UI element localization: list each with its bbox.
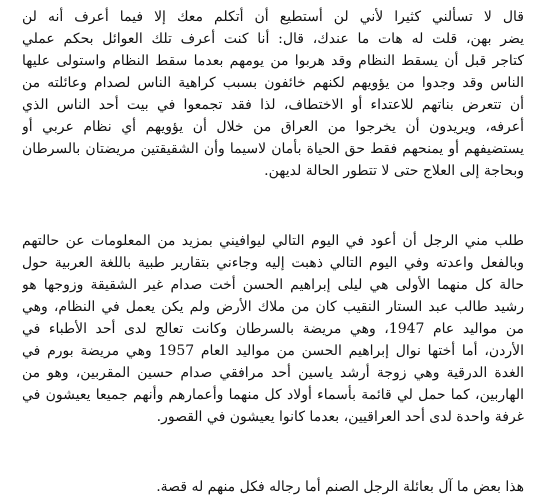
paragraph-line: يضر بهن، قلت له هات ما عندك، قال: أنا كنت أعرف تلك العوائل بحكم عملي [22, 31, 524, 47]
paragraph-line: وبحاجة إلى العلاج حتى لا تتطور الحالة لديهن. [264, 163, 524, 179]
paragraph-line: كتاجر قبل أن يسقط النظام وقد هربوا من يومهم بعدما سقط النظام واستولى عليها [22, 53, 524, 69]
paragraph-3 [22, 476, 524, 498]
paragraph-line: حالة كل منهما الأولى هي ليلى إبراهيم الحسن أخت صدام غير الشقيقة وزوجها هو [22, 277, 524, 293]
paragraph-line: رشيد طالب عبد الستار النقيب كان من ملاك الأرض ولم يكن يعمل في النظام، وهي [22, 299, 524, 315]
paragraph-line: طلب مني الرجل أن أعود في اليوم التالي ليوافيني بمزيد من المعلومات عن حالتهم [22, 233, 524, 249]
paragraph-line: أن تتعرض بناتهم للاعتداء أو الاختطاف، لذا فقد تجمعوا في بيت أحد الناس الذي [22, 97, 524, 113]
paragraph-line: الأردن، أما أختها نوال إبراهيم الحسن من مواليد العام 1957 وهي مريضة بورم في [22, 343, 524, 359]
paragraph-1 [22, 6, 524, 182]
paragraph-line: الغدة الدرقية وهي زوجة أرشد ياسين أحد مرافقي صدام حسين المقربين، وهو من [22, 365, 524, 381]
paragraph-2 [22, 230, 524, 428]
paragraph-line: من مواليد عام 1947، وهي مريضة بالسرطان وكانت تعالج لدى أحد الأطباء في [22, 321, 524, 337]
paragraph-line: الهاربين، كما حمل لي قائمة بأسماء أولاد كل منهما وأعمارهم وأنهم جميعا يعيشون في [22, 387, 524, 403]
paragraph-line: الناس وقد وجدوا من يؤويهم لكنهم خائفون بسبب كراهية الناس لصدام وعائلته من [22, 75, 524, 91]
paragraph-line: وبالفعل واعدته وفي اليوم التالي ذهبت إليه وجاءني بتقارير طبية باللغة العربية حول [22, 255, 524, 271]
paragraph-line: غرفة واحدة لدى أحد العراقيين، بعدما كانوا يعيشون في القصور. [156, 409, 524, 425]
paragraph-line: أعرفه، ويريدون أن يخرجوا من العراق من خلال أن يؤويهم أي نظام عربي أو [22, 119, 524, 135]
paragraph-line: قال لا تسألني كثيرا لأني لن أستطيع أن أتكلم معك إلا فيما أعرف أنه لن [22, 9, 524, 25]
paragraph-line: يستضيفهم أو يمنحهم فقط حق الحياة بأمان لاسيما وأن الشقيقتين مريضتان بالسرطان [22, 141, 524, 157]
paragraph-line: هذا بعض ما آل بعائلة الرجل الصنم أما رجاله فكل منهم له قصة. [156, 479, 524, 495]
